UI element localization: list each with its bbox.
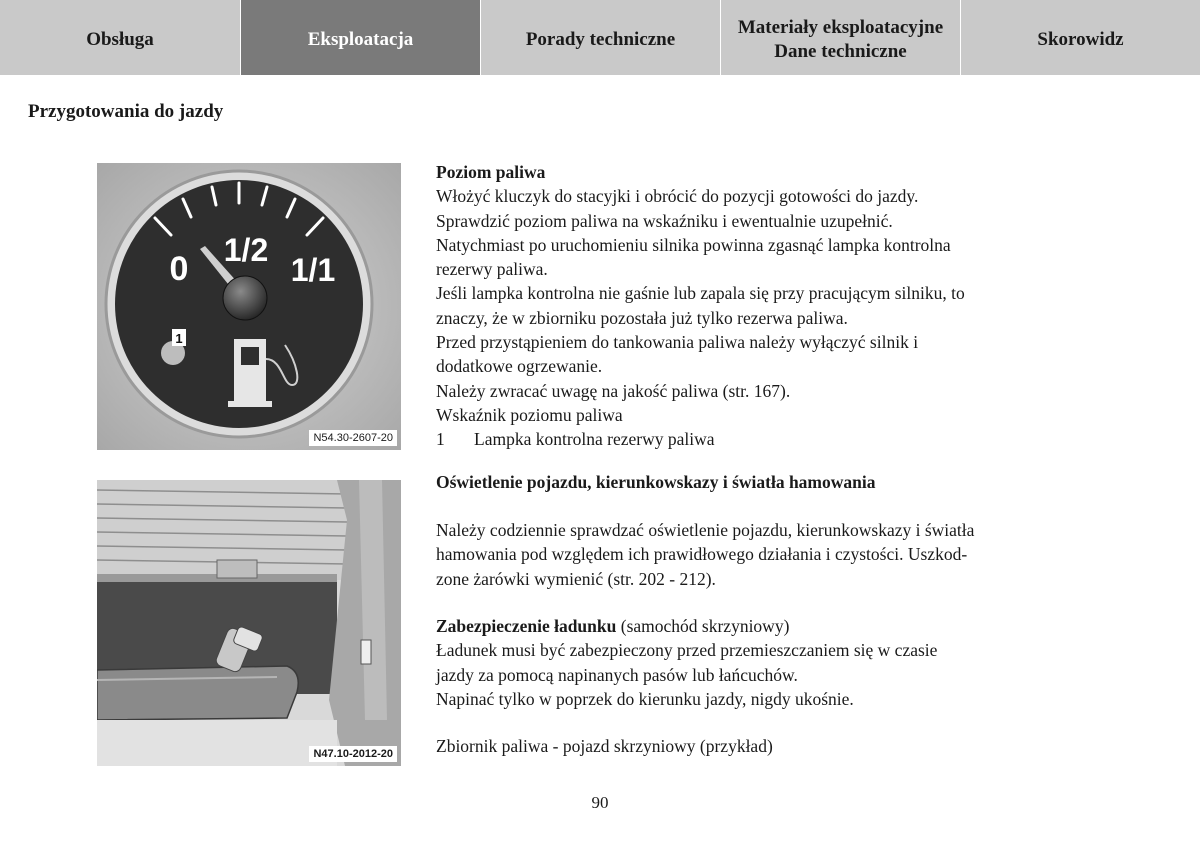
lights-section-heading-wrap [436, 470, 1076, 494]
lights-section [436, 518, 1076, 591]
tab-eksploatacja[interactable] [240, 0, 480, 75]
cargo-heading-line [436, 614, 1076, 638]
body-line: Przed przystąpieniem do tankowania paliwa należy wyłączyć silnik i [436, 332, 919, 353]
tab-label: Eksploatacja [307, 28, 414, 50]
legend-item [436, 427, 1076, 451]
gauge-hub [223, 276, 267, 320]
body-line: zone żarówki wymienić (str. 202 - 212). [436, 568, 716, 589]
figure-caption: Zbiornik paliwa - pojazd skrzyniowy (przykład) [436, 736, 773, 756]
fuel-tank-illustration [97, 480, 401, 766]
body-line: Należy zwracać uwagę na jakość paliwa (str. 167). [436, 380, 791, 401]
legend-number: 1 [436, 429, 445, 450]
body-line: Należy codziennie sprawdzać oświetlenie pojazdu, kierunkowskazy i światła [436, 520, 975, 540]
body-line: Włożyć kluczyk do stacyjki i obrócić do pozycji gotowości do jazdy. [436, 186, 919, 207]
cargo-heading-note: (samochód skrzyniowy) [616, 616, 790, 636]
cargo-section [436, 614, 1076, 711]
body-line: znaczy, że w zbiorniku pozostała już tylko rezerwa paliwa. [436, 307, 848, 328]
body-line: jazdy za pomocą napinanych pasów lub łańcuchów. [436, 664, 798, 685]
lights-heading: Oświetlenie pojazdu, kierunkowskazy i światła hamowania [436, 472, 876, 492]
gauge-label-empty: 0 [169, 250, 189, 288]
body-line: Jeśli lampka kontrolna nie gaśnie lub zapala się przy pracującym silniku, to [436, 283, 965, 304]
body-line: rezerwy paliwa. [436, 259, 548, 280]
tab-skorowidz[interactable] [960, 0, 1200, 75]
legend-text: Lampka kontrolna rezerwy paliwa [474, 429, 715, 450]
callout-number: 1 [175, 331, 183, 346]
figure-caption: Wskaźnik poziomu paliwa [436, 404, 623, 425]
body-line: hamowania pod względem ich prawidłowego działania i czystości. Uszkod- [436, 544, 968, 565]
body-line: Ładunek musi być zabezpieczony przed przemieszczaniem się w czasie [436, 640, 938, 661]
fuel-tank-figure [97, 480, 401, 766]
tab-label-line1: Materiały eksploatacyjne [737, 16, 944, 38]
body-line: dodatkowe ogrzewanie. [436, 356, 603, 377]
tab-obsluga[interactable] [0, 0, 240, 75]
tab-materialy-dane[interactable] [720, 0, 960, 75]
tab-label: Obsługa [86, 28, 154, 50]
fuel-tank [97, 666, 298, 720]
section-title: Przygotowania do jazdy [28, 101, 224, 122]
fuel-level-section [436, 160, 1076, 452]
fuel-gauge-figure [97, 163, 401, 450]
tab-label-line2: Dane techniczne [774, 40, 907, 62]
gauge-label-full: 1/1 [290, 252, 336, 288]
figure-code: N47.10-2012-20 [309, 746, 397, 762]
tab-label: Porady techniczne [525, 28, 676, 50]
gauge-label-half: 1/2 [223, 232, 269, 268]
tab-porady-techniczne[interactable] [480, 0, 720, 75]
cargo-heading: Zabezpieczenie ładunku [436, 616, 617, 636]
figure-code: N54.30-2607-20 [309, 430, 397, 446]
page-number: 90 [591, 793, 609, 812]
fuel-gauge-illustration [97, 163, 401, 450]
body-line: Napinać tylko w poprzek do kierunku jazdy, nigdy ukośnie. [436, 688, 854, 709]
fuel-level-heading: Poziom paliwa [436, 162, 546, 182]
body-line: Sprawdzić poziom paliwa na wskaźniku i ewentualnie uzupełnić. [436, 210, 893, 231]
tab-label: Skorowidz [1037, 28, 1124, 50]
body-line: Natychmiast po uruchomieniu silnika powinna zgasnąć lampka kontrolna [436, 234, 951, 255]
chapter-tabs [0, 0, 1200, 75]
tank-caption-wrap [436, 734, 1076, 758]
